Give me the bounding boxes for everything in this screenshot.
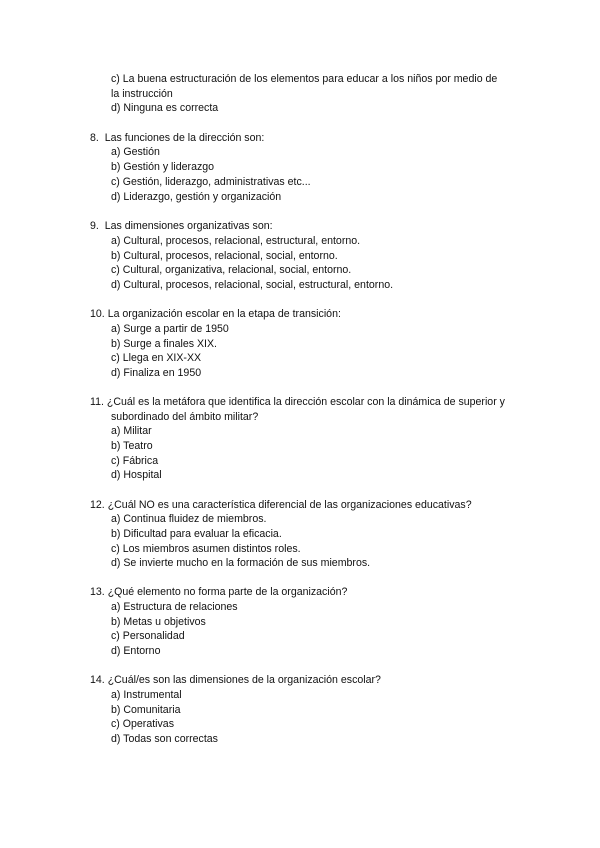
question-8 <box>90 131 264 146</box>
question-9 <box>90 219 273 234</box>
question-number: 11. <box>90 396 104 408</box>
question-text: ¿Cuál es la metáfora que identifica la dirección escolar con la dinámica de superior y <box>106 396 505 408</box>
question-number: 13. <box>90 586 105 598</box>
option-d: d) Entorno <box>111 645 161 657</box>
question-number: 14. <box>90 674 105 686</box>
option-c: c) Fábrica <box>111 455 159 467</box>
option-a: a) Gestión <box>111 146 160 158</box>
question-text: Las funciones de la dirección son: <box>104 132 265 144</box>
question-10 <box>90 307 341 322</box>
option-b: b) Teatro <box>111 440 153 452</box>
question-11 <box>90 395 505 410</box>
question-text: ¿Cuál/es son las dimensiones de la organización escolar? <box>107 674 381 686</box>
option-a: a) Militar <box>111 425 152 437</box>
option-c: c) Llega en XIX-XX <box>111 352 202 364</box>
question-text-continued: subordinado del ámbito militar? <box>111 411 259 423</box>
option-d: d) Liderazgo, gestión y organización <box>111 191 282 203</box>
option-a: a) Instrumental <box>111 689 182 701</box>
option-b: b) Comunitaria <box>111 704 181 716</box>
option-c: c) Los miembros asumen distintos roles. <box>111 543 301 555</box>
option-a: a) Cultural, procesos, relacional, estructural, entorno. <box>111 235 361 247</box>
question-number: 8. <box>90 132 99 144</box>
question-14 <box>90 673 381 688</box>
option-b: b) Cultural, procesos, relacional, social, entorno. <box>111 250 338 262</box>
option-d: d) Finaliza en 1950 <box>111 367 202 379</box>
question-text: ¿Qué elemento no forma parte de la organización? <box>107 586 348 598</box>
option-b: b) Metas u objetivos <box>111 616 206 628</box>
option-text: la instrucción <box>111 88 173 100</box>
question-number: 12. <box>90 499 105 511</box>
option-text: c) La buena estructuración de los elementos para educar a los niños por medio de <box>111 73 498 85</box>
question-text: Las dimensiones organizativas son: <box>104 220 273 232</box>
question-text: La organización escolar en la etapa de transición: <box>107 308 341 320</box>
option-a: a) Surge a partir de 1950 <box>111 323 229 335</box>
option-d: d) Todas son correctas <box>111 733 218 745</box>
option-b: b) Surge a finales XIX. <box>111 338 217 350</box>
question-number: 9. <box>90 220 99 232</box>
question-13 <box>90 585 347 600</box>
option-text: d) Ninguna es correcta <box>111 102 219 114</box>
option-c: c) Gestión, liderazgo, administrativas etc... <box>111 176 311 188</box>
question-text: ¿Cuál NO es una característica diferencial de las organizaciones educativas? <box>107 499 472 511</box>
option-c: c) Operativas <box>111 718 174 730</box>
option-c: c) Personalidad <box>111 630 185 642</box>
option-a: a) Continua fluidez de miembros. <box>111 513 267 525</box>
option-b: b) Dificultad para evaluar la eficacia. <box>111 528 282 540</box>
option-d: d) Hospital <box>111 469 162 481</box>
option-d: d) Cultural, procesos, relacional, social, estructural, entorno. <box>111 279 394 291</box>
option-a: a) Estructura de relaciones <box>111 601 238 613</box>
question-12 <box>90 498 472 513</box>
option-b: b) Gestión y liderazgo <box>111 161 215 173</box>
option-d: d) Se invierte mucho en la formación de sus miembros. <box>111 557 371 569</box>
question-number: 10. <box>90 308 105 320</box>
option-c: c) Cultural, organizativa, relacional, social, entorno. <box>111 264 352 276</box>
